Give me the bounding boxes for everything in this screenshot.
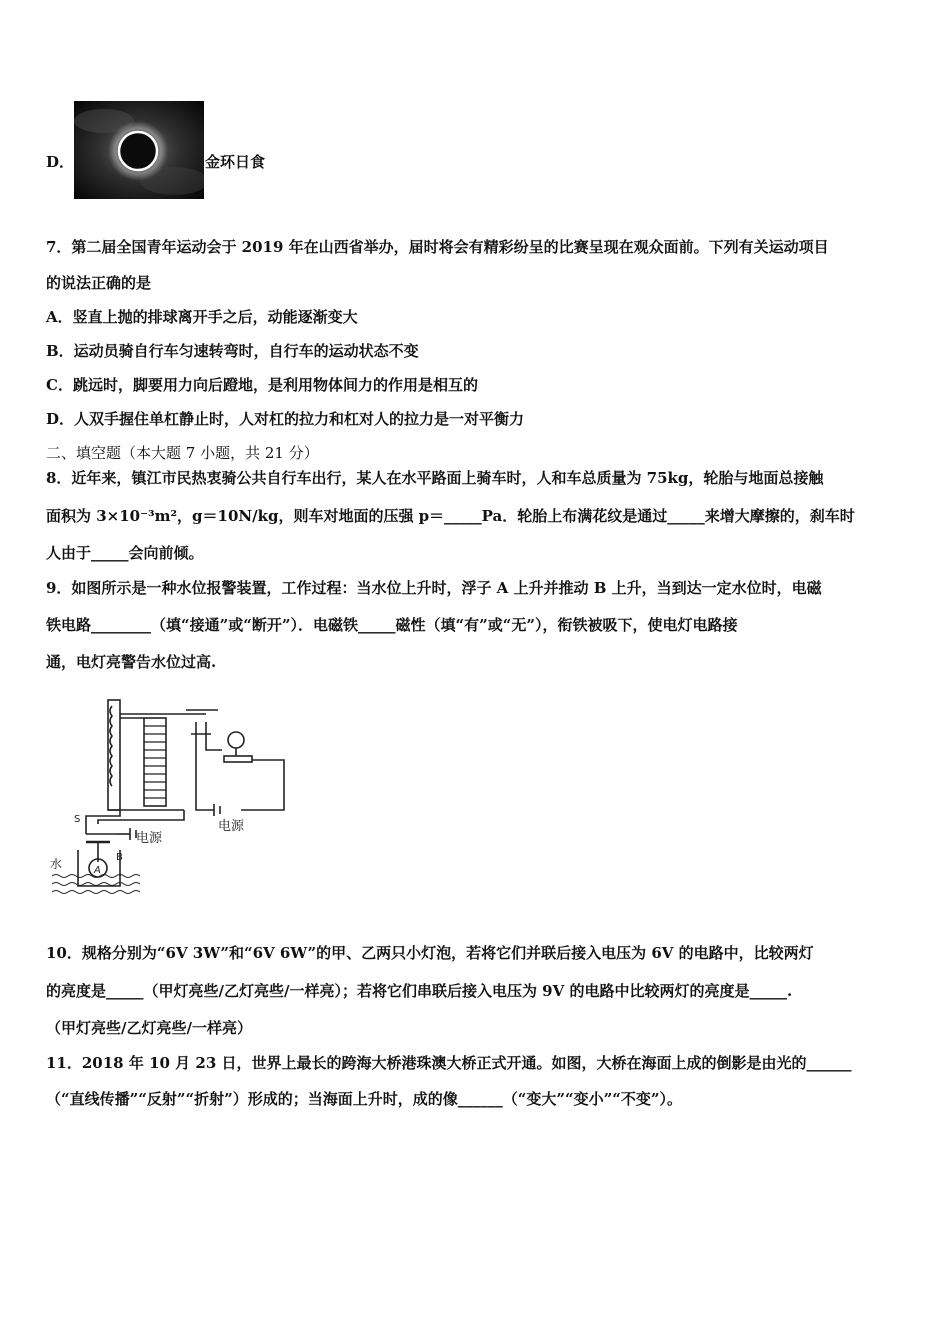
water-level-alarm-diagram [46, 690, 286, 900]
q11-line1: 11．2018 年 10 月 23 日，世界上最长的跨海大桥港珠澳大桥正式开通。如图，大桥在海面上成的倒影是由光的______ [46, 1054, 852, 1072]
q9-line2: 铁电路________（填“接通”或“断开”）．电磁铁_____磁性（填“有”或“无”），衔铁被吸下，使电灯电路接 [46, 616, 738, 634]
q7-option-b: B．运动员骑自行车匀速转弯时，自行车的运动状态不变 [46, 342, 419, 360]
q7-stem-line2: 的说法正确的是 [46, 274, 152, 292]
q8-line3: 人由于_____会向前倾。 [46, 544, 204, 562]
q8-line1: 8．近年来，镇江市民热衷骑公共自行车出行，某人在水平路面上骑车时，人和车总质量为 75kg，轮胎与地面总接触 [46, 469, 824, 487]
q7-option-a: A．竖直上抛的排球离开手之后，动能逐渐变大 [46, 308, 358, 326]
q6-option-d-label: D． [46, 153, 75, 171]
label-s: S [74, 814, 81, 825]
q9-line1: 9．如图所示是一种水位报警装置，工作过程：当水位上升时，浮子 A 上升并推动 B 上升，当到达一定水位时，电磁 [46, 579, 822, 597]
q7-stem-line1: 7．第二届全国青年运动会于 2019 年在山西省举办，届时将会有精彩纷呈的比赛呈现在观众面前。下列有关运动项目 [46, 238, 829, 256]
power-label-2: 电源 [136, 831, 163, 846]
label-a: A [94, 865, 101, 876]
q10-line2: 的亮度是_____（甲灯亮些/乙灯亮些/一样亮）；若将它们串联后接入电压为 9V 的电路中比较两灯的亮度是_____. [46, 982, 793, 1000]
q10-line1: 10．规格分别为“6V 3W”和“6V 6W”的甲、乙两只小灯泡，若将它们并联后接入电压为 6V 的电路中，比较两灯 [46, 944, 814, 962]
power-label-1: 电源 [218, 819, 245, 834]
label-water: 水 [50, 857, 63, 871]
q9-line3: 通，电灯亮警告水位过高. [46, 653, 217, 671]
q10-line3: （甲灯亮些/乙灯亮些/一样亮） [46, 1019, 252, 1037]
q6-option-d-caption: 金环日食 [205, 153, 266, 171]
label-b: B [116, 852, 123, 863]
section-heading: 二、填空题（本大题 7 小题，共 21 分） [46, 444, 319, 462]
q7-option-c: C．跳远时，脚要用力向后蹬地，是利用物体间力的作用是相互的 [46, 376, 478, 394]
q7-option-d: D．人双手握住单杠静止时，人对杠的拉力和杠对人的拉力是一对平衡力 [46, 410, 525, 428]
annular-eclipse-photo [74, 101, 204, 199]
q8-line2: 面积为 3×10⁻³m²，g＝10N/kg，则车对地面的压强 p＝_____Pa．轮胎上布满花纹是通过_____来增大摩擦的，刹车时 [46, 507, 855, 525]
q11-line2: （“直线传播”“反射”“折射”）形成的；当海面上升时，成的像______（“变大”“变小”“不变”）。 [46, 1090, 683, 1108]
